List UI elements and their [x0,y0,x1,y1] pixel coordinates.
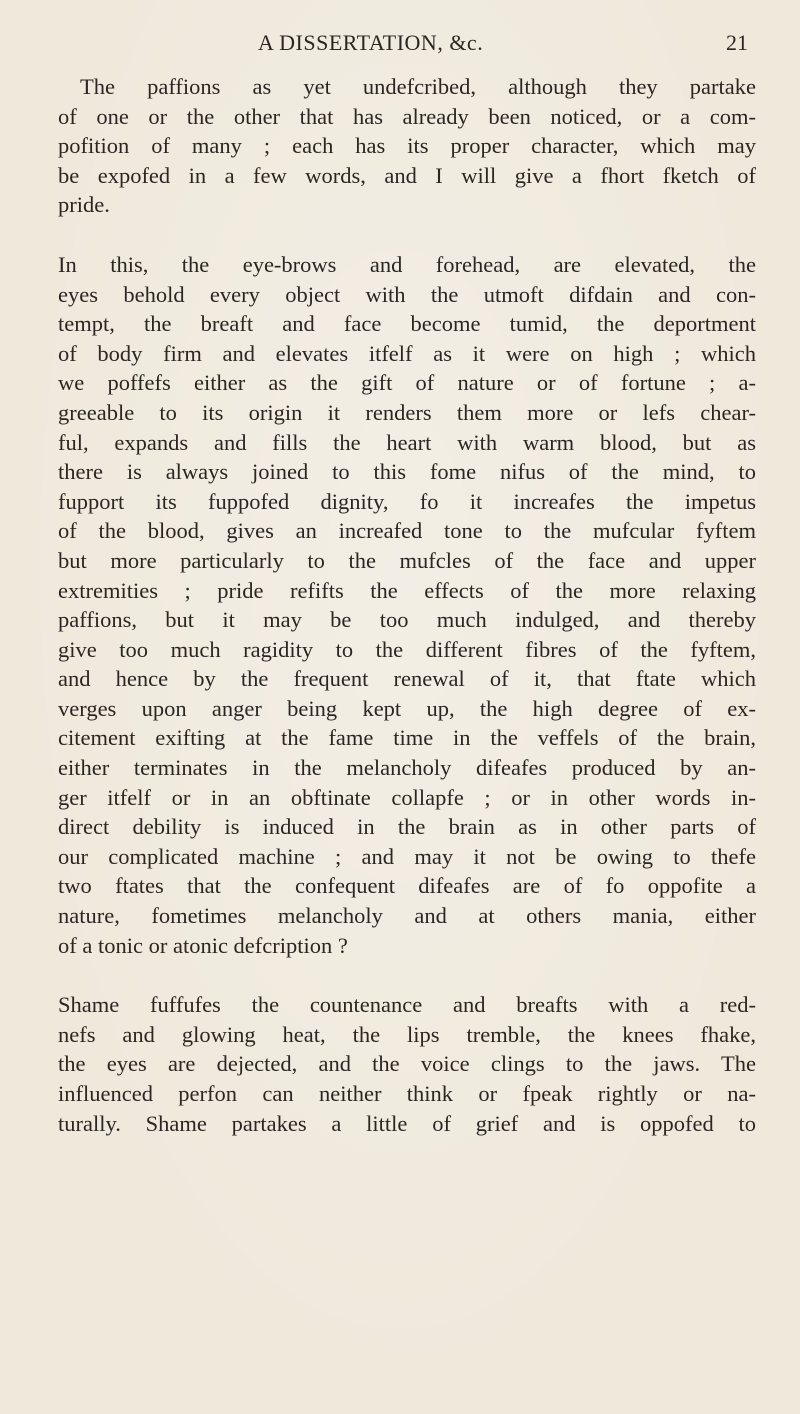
text-line: of a tonic or atonic defcription ? [58,932,348,958]
text-line: either terminates in the melancholy difeafes produced by an- [58,755,756,781]
text-line: greeable to its origin it renders them more or lefs chear- [58,399,756,425]
text-line: pofition of many ; each has its proper character, which may [58,133,756,159]
text-line: influenced perfon can neither think or fpeak rightly or na- [58,1081,756,1106]
text-line: of body firm and elevates itfelf as it were on high ; which [58,340,756,366]
paragraph-shame [58,990,758,1138]
page-header [58,30,748,70]
text-line: nefs and glowing heat, the lips tremble, the knees fhake, [58,1021,756,1047]
text-line: but more particularly to the mufcles of the face and upper [58,547,756,573]
text-line: we poffefs either as the gift of nature or of fortune ; a- [58,370,756,396]
text-line: citement exifting at the fame time in the veffels of the brain, [58,725,756,751]
paragraph-pride-description [58,250,758,960]
text-line: of one or the other that has already been noticed, or a com- [58,103,756,129]
text-line: eyes behold every object with the utmoft difdain and con- [58,281,756,307]
text-line: the eyes are dejected, and the voice clings to the jaws. The [58,1051,756,1077]
text-line: of the blood, gives an increafed tone to the mufcular fyftem [58,518,756,544]
text-line: In this, the eye-brows and forehead, are elevated, the [58,251,756,277]
text-line: Shame fuffufes the countenance and breafts with a red- [58,992,756,1018]
text-line: verges upon anger being kept up, the high degree of ex- [58,695,756,721]
text-line: two ftates that the confequent difeafes are of fo oppofite a [58,873,756,899]
text-line: The paffions as yet undefcribed, although they partake [80,74,756,99]
text-line: nature, fometimes melancholy and at others mania, either [58,903,756,929]
body-text [58,72,758,1138]
text-line: direct debility is induced in the brain as in other parts of [58,814,756,840]
paragraph-pride-intro [58,72,758,220]
text-line: our complicated machine ; and may it not be owing to thefe [58,843,756,869]
page-number: 21 [726,30,748,55]
text-line: and hence by the frequent renewal of it, that ftate which [58,666,756,692]
text-line: be expofed in a few words, and I will give a fhort fketch of [58,162,756,188]
running-head: A DISSERTATION, &c. [258,30,484,55]
text-line: extremities ; pride refifts the effects of the more relaxing [58,577,756,603]
text-line: there is always joined to this fome nifus of the mind, to [58,459,756,485]
text-line: turally. Shame partakes a little of grief and is oppofed to [58,1110,756,1136]
text-line: fupport its fuppofed dignity, fo it increafes the impetus [58,488,756,514]
text-line: paffions, but it may be too much indulged, and thereby [58,607,756,633]
text-line: pride. [58,192,110,218]
text-line: ful, expands and fills the heart with warm blood, but as [58,429,756,455]
text-line: give too much ragidity to the different fibres of the fyftem, [58,636,756,662]
text-line: tempt, the breaft and face become tumid, the deportment [58,311,756,337]
text-line: ger itfelf or in an obftinate collapfe ; or in other words in- [58,784,756,810]
